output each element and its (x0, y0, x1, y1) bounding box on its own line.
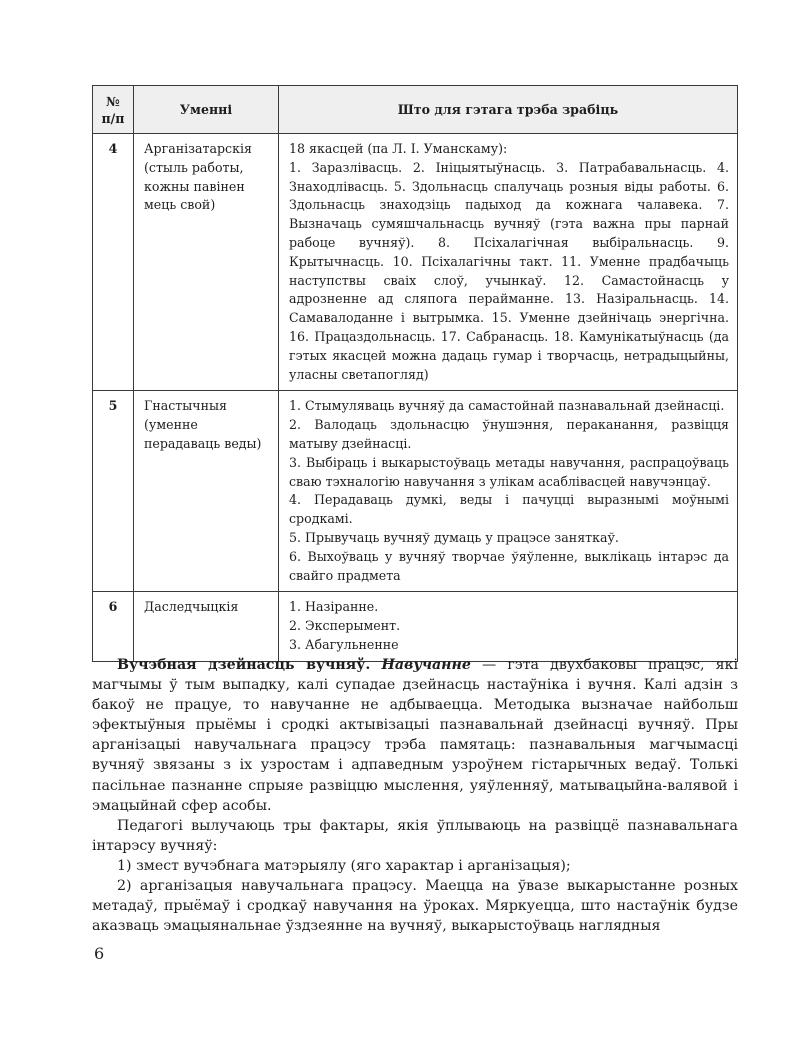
body-text (92, 655, 738, 936)
section-heading: Вучэбная дзейнасць вучняў. (117, 657, 371, 673)
row-what-line: 1. Заразлівасць. 2. Ініцыятыўнасць. 3. Патрабавальнасць. 4. Знаходлівасць. 5. Здольнасць спалучаць розныя віды работы. 6. Здольнасць знаходзіць падыход да кожнага чалавека. 7. Вызначаць сумяшчальнасць вучняў (гэта важна пры парнай рабоце вучняў). 8. Псіхалагічная выбіральнасць. 9. Крытычнасць. 10. Псіхалагічны такт. 11. Уменне прадбачыць наступствы сваіх слоў, учынкаў. 12. Самастойнасць у адрозненне ад сляпога перайманне. 13. Назіральнасць. 14. Самавалоданне і вытрымка. 15. Уменне дзейнічаць энергічна. 16. Працаздольнасць. 17. Сабранасць. 18. Камунікатыўнасць (да гэтых якасцей можна дадаць гумар і творчасць, нетрадыцыйны, уласны светапогляд) (289, 159, 729, 382)
page-number: 6 (94, 944, 105, 963)
row-skill: Даследчыцкія (134, 592, 279, 661)
row-what-line: 3. Выбіраць і выкарыстоўваць метады навучання, распрацоўваць сваю тэхналогію навучання з улікам асаблівасцей навучэнцаў. (289, 454, 729, 489)
paragraph: Педагогі вылучаюць тры фактары, якія ўплываюць на развіццё пазнавальнага інтарэсу вучняў: (92, 817, 738, 854)
term-emphasis: Навучанне (381, 657, 471, 673)
row-what-line: 2. Эксперымент. (289, 618, 401, 634)
list-item: 1) змест вучэбнага матэрыялу (яго характар і арганізацыя); (117, 857, 571, 874)
table-row (93, 592, 738, 661)
paragraph (92, 655, 738, 816)
header-skills: Уменні (134, 86, 279, 134)
row-what (279, 134, 738, 391)
header-number-sign: № (106, 93, 120, 109)
table-row (93, 134, 738, 391)
row-what-line: 5. Прывучаць вучняў думаць у працэсе заняткаў. (289, 529, 619, 545)
row-what-line: 4. Перадаваць думкі, веды і пачуцці выразнымі моўнымі сродкамі. (289, 492, 729, 527)
row-number: 5 (93, 391, 134, 592)
row-what-line: 6. Выхоўваць у вучняў творчае ўяўленне, выклікаць інтарэс да свайго прадмета (289, 548, 729, 583)
header-number-pp: п/п (101, 110, 125, 126)
paragraph-text: — гэта двухбаковы працэс, які магчымы ў тым выпадку, калі супадае дзейнасць настаўніка і вучня. Калі адзін з бакоў не працуе, то навучанне не адбываецца. Методыка вызначае найбольш эфектыўныя прыёмы і сродкі актывізацыі пазнавальнай дзейнасці вучняў. Пры арганізацыі навучальнага працэсу трэба памятаць: пазнавальныя магчымасці вучняў звязаны з іх узростам і адпаведным узроўнем гістарычных ведаў. Толькі пасільнае пазнанне спрыяе развіццю мыслення, уяўленняў, матывацыйна-валявой і эмацыйнай сфер асобы. (92, 657, 738, 814)
row-what (279, 592, 738, 661)
table-row (93, 391, 738, 592)
list-item: 2) арганізацыя навучальнага працэсу. Маецца на ўвазе выкарыстанне розных метадаў, прыёмаў і сродкаў навучання на ўроках. Мяркуецца, што настаўнік будзе аказваць эмацыянальнае ўздзеянне на вучняў, выкарыстоўваць наглядныя (92, 878, 738, 935)
row-what-line: 3. Абагульненне (289, 636, 399, 652)
row-skill: Арганізатарскія (стыль работы, кожны павінен мець свой) (134, 134, 279, 391)
row-what-line: 18 якасцей (па Л. І. Уманскаму): (289, 141, 508, 156)
header-what-to-do: Што для гэтага трэба зрабіць (279, 86, 738, 134)
row-what (279, 391, 738, 592)
row-number: 4 (93, 134, 134, 391)
row-what-line: 1. Назіранне. (289, 599, 379, 615)
skills-table (92, 85, 738, 662)
header-number (93, 86, 134, 134)
row-number: 6 (93, 592, 134, 661)
row-skill: Гнастычныя (уменне перадаваць веды) (134, 391, 279, 592)
row-what-line: 1. Стымуляваць вучняў да самастойнай пазнавальнай дзейнасці. (289, 398, 725, 414)
row-what-line: 2. Валодаць здольнасцю ўнушэння, пераканання, развіцця матыву дзейнасці. (289, 417, 729, 451)
table-header-row (93, 86, 738, 134)
